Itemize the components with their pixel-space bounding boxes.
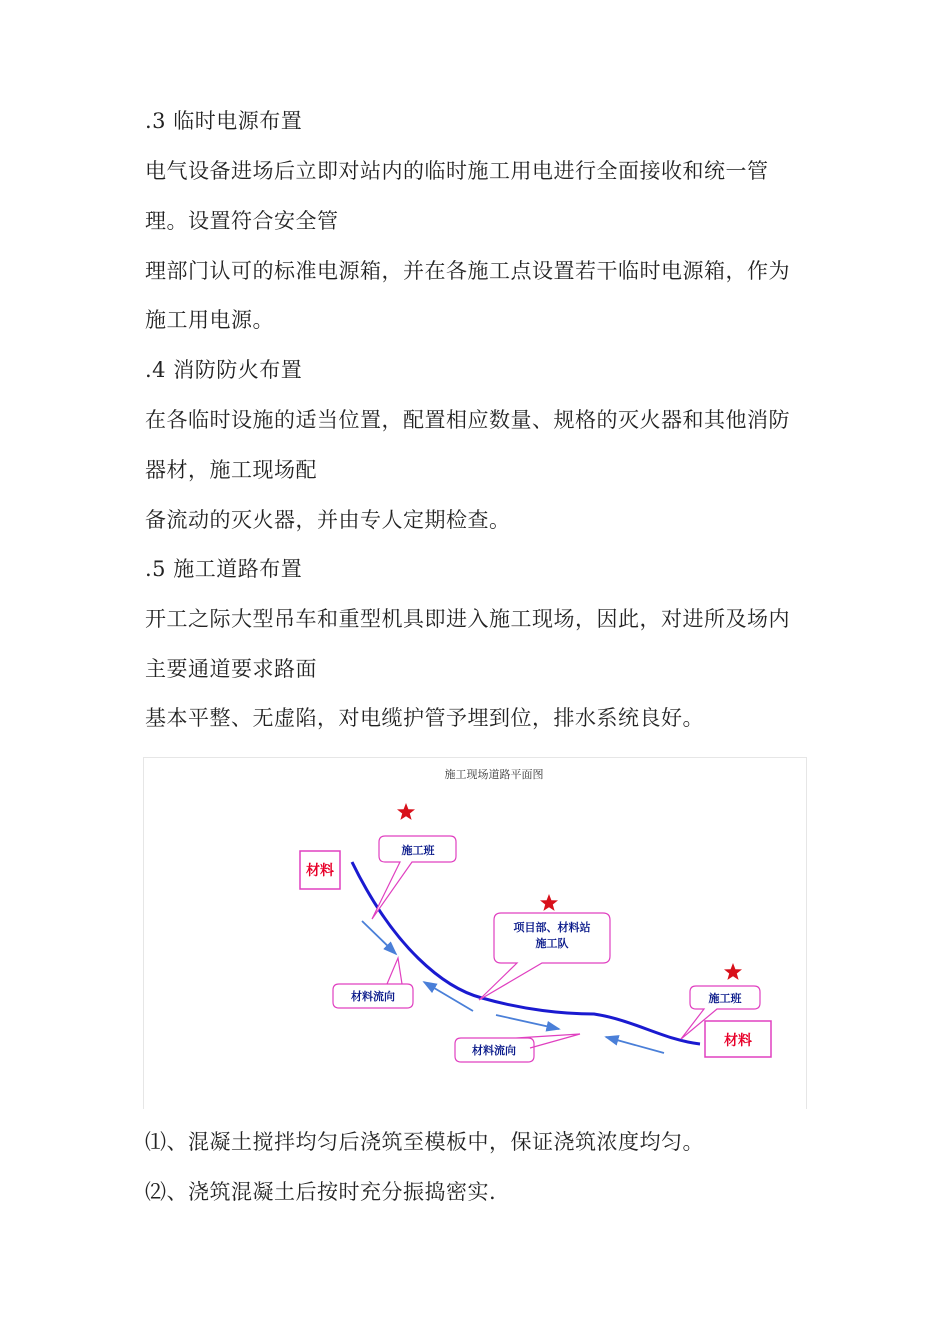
road-plan-figure <box>143 757 807 1109</box>
paragraph-line: 在各临时设施的适当位置，配置相应数量、规格的灭火器和其他消防 <box>145 408 790 432</box>
callout-flow-left-label: 材料流向 <box>351 990 395 1003</box>
paragraph-line: 主要通道要求路面 <box>145 657 317 681</box>
section-heading-fire: .4 消防防火布置 <box>145 358 303 382</box>
road-plan-diagram <box>144 758 808 1110</box>
callout-crew-left-label: 施工班 <box>401 844 435 857</box>
figure-title: 施工现场道路平面图 <box>444 768 544 781</box>
section-heading-power: .3 临时电源布置 <box>145 109 303 133</box>
flow-arrow <box>606 1037 664 1053</box>
paragraph-line: 器材，施工现场配 <box>145 458 317 482</box>
star-icon <box>397 803 415 820</box>
paragraph-line: 备流动的灭火器，并由专人定期检查。 <box>145 508 511 532</box>
flow-arrow <box>496 1015 559 1029</box>
callout-crew-right-label: 施工班 <box>708 992 742 1005</box>
paragraph-line: 基本平整、无虚陷，对电缆护管予埋到位，排水系统良好。 <box>145 706 704 730</box>
section-heading-road: .5 施工道路布置 <box>145 557 303 581</box>
paragraph-line: 施工用电源。 <box>145 308 274 332</box>
material-label-left: 材料 <box>306 863 334 879</box>
paragraph-line: 电气设备进场后立即对站内的临时施工用电进行全面接收和统一管 <box>145 159 769 183</box>
list-item: ⑴、混凝土搅拌均匀后浇筑至模板中，保证浇筑浓度均匀。 <box>145 1130 704 1154</box>
callout-center-line1: 项目部、材料站 <box>513 921 591 934</box>
star-icon <box>724 963 742 980</box>
list-item: ⑵、浇筑混凝土后按时充分振捣密实. <box>145 1180 497 1204</box>
callout-center-line2: 施工队 <box>535 937 569 950</box>
callout-flow-bottom-label: 材料流向 <box>472 1044 516 1057</box>
material-label-right: 材料 <box>724 1033 752 1049</box>
flow-arrow <box>424 982 473 1011</box>
paragraph-line: 理部门认可的标准电源箱，并在各施工点设置若干临时电源箱，作为 <box>145 259 790 283</box>
paragraph-line: 开工之际大型吊车和重型机具即进入施工现场，因此，对进所及场内 <box>145 607 790 631</box>
star-icon <box>540 894 558 911</box>
paragraph-line: 理。设置符合安全管 <box>145 209 339 233</box>
